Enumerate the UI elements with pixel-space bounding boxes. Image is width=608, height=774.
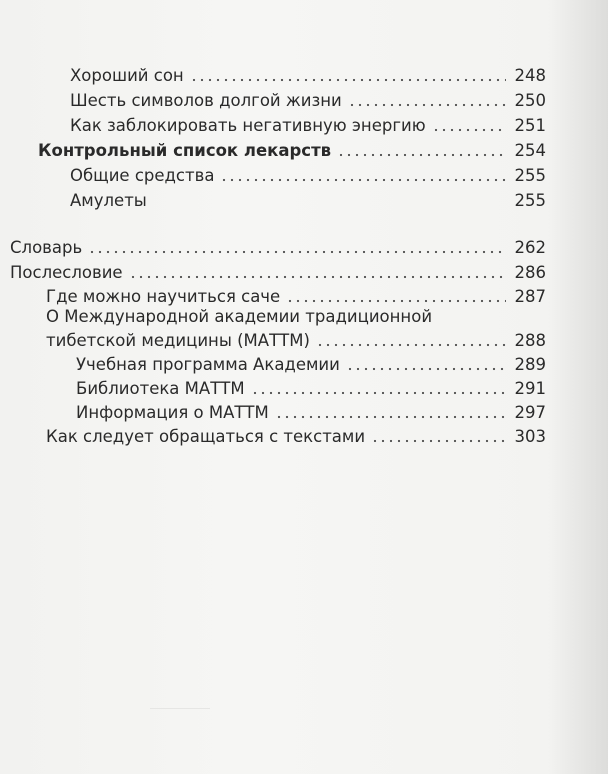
toc-entry: [70, 187, 546, 211]
toc-entry-title-line: [46, 303, 432, 327]
toc-chapter-page: 262: [514, 238, 546, 257]
toc-entry: [46, 327, 546, 351]
toc-chapter: [10, 234, 546, 258]
toc-leader-dots: [316, 343, 506, 347]
toc-chapter-title: Послесловие: [10, 263, 123, 282]
toc-entry: [46, 423, 546, 447]
toc-entry-page: 248: [514, 66, 546, 85]
toc-entry-title: Где можно научиться саче: [46, 287, 281, 306]
toc-entry-page: 255: [514, 191, 546, 210]
toc-subentry: [76, 351, 546, 375]
toc-section-page: 254: [514, 141, 546, 160]
toc-subentry: [76, 375, 546, 399]
toc-subentry-title: Учебная программа Академии: [76, 355, 340, 374]
toc-entry-title: Хороший сон: [70, 66, 184, 85]
toc-chapter: [10, 259, 546, 283]
toc-entry-title: Амулеты: [70, 191, 147, 210]
toc-entry-title: Как заблокировать негативную энергию: [70, 116, 426, 135]
toc-subentry-page: 297: [514, 403, 546, 422]
toc-leader-dots: [348, 103, 506, 107]
toc-entry-page: 288: [514, 331, 546, 350]
toc-leader-dots: [153, 203, 506, 207]
toc-leader-dots: [346, 367, 506, 371]
toc-leader-dots: [275, 415, 506, 419]
toc-entry-title: Общие средства: [70, 166, 215, 185]
toc-chapter-title: Словарь: [10, 238, 83, 257]
toc-leader-dots: [251, 391, 506, 395]
page-smudge: [150, 708, 210, 709]
toc-leader-dots: [337, 153, 506, 157]
toc-entry-page: 255: [514, 166, 546, 185]
toc-leader-dots: [88, 250, 506, 254]
toc-section: [38, 137, 546, 161]
toc-entry: [70, 162, 546, 186]
toc-subentry-title: Библиотека МАТТМ: [76, 379, 245, 398]
toc-entry-title: О Международной академии традиционной: [46, 307, 433, 326]
toc-leader-dots: [190, 78, 506, 82]
toc-subentry-page: 289: [514, 355, 546, 374]
toc-section-title: Контрольный список лекарств: [38, 141, 332, 160]
toc-entry-title: тибетской медицины (МАТТМ): [46, 331, 310, 350]
toc-leader-dots: [371, 439, 506, 443]
toc-entry: [70, 87, 546, 111]
toc-chapter-page: 286: [514, 263, 546, 282]
toc-subentry-title: Информация о МАТТМ: [76, 403, 269, 422]
toc-entry-title: Как следует обращаться с текстами: [46, 427, 366, 446]
toc-leader-dots: [432, 128, 506, 132]
toc-entry-title: Шесть символов долгой жизни: [70, 91, 342, 110]
toc-entry-page: 303: [514, 427, 546, 446]
toc-subentry: [76, 399, 546, 423]
toc-entry-page: 251: [514, 116, 546, 135]
toc-entry-page: 250: [514, 91, 546, 110]
toc-entry: [70, 112, 546, 136]
page-edge-shadow: [548, 0, 608, 774]
toc-entry: [70, 62, 546, 86]
toc-subentry-page: 291: [514, 379, 546, 398]
toc-leader-dots: [129, 275, 506, 279]
toc-leader-dots: [220, 178, 506, 182]
toc-entry-page: 287: [514, 287, 546, 306]
